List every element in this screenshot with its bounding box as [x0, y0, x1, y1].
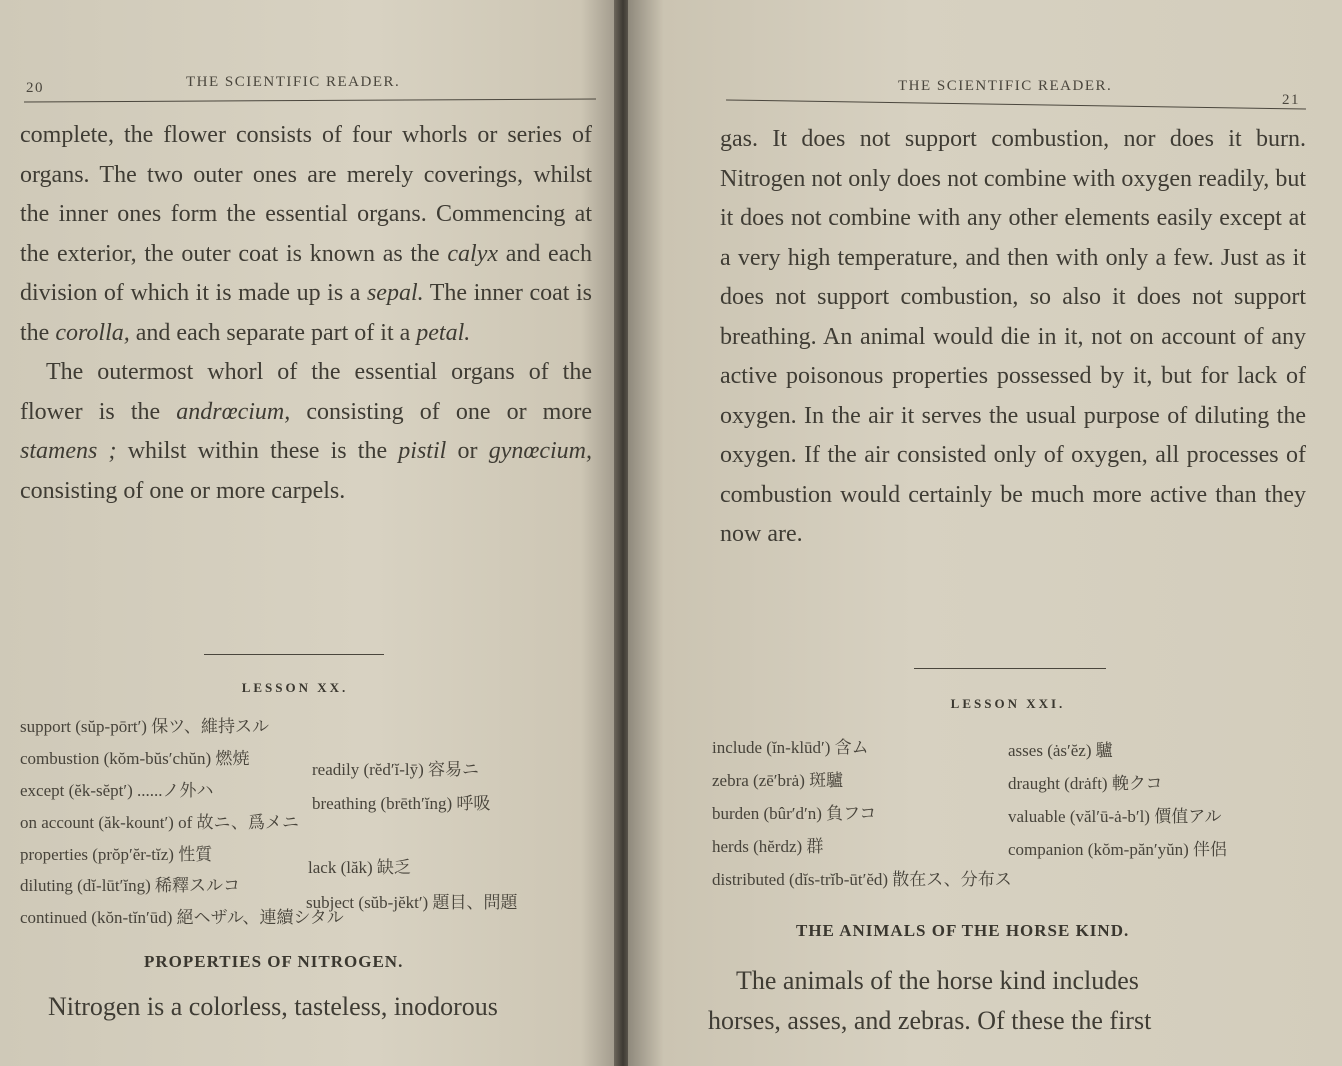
- vocab-entry: distributed (dĭs-trĭb-ūt′ĕd) 散在ス、分布ス: [712, 870, 1012, 889]
- left-page: [0, 0, 618, 1066]
- vocab-entry: asses (ȧs′ĕz) 驢: [1008, 741, 1113, 760]
- vocab-entry: companion (kŏm-păn′yŭn) 伴侶: [1008, 840, 1228, 859]
- vocab-entry: except (ĕk-sĕpt′) ......ノ外ハ: [20, 781, 214, 800]
- paragraph-nitrogen-properties: gas. It does not support combustion, nor does it burn. Nitrogen not only does not combine with oxygen readily, but it does not combine with any other elements easily except at a very high temperature, and then with only a few. Just as it does not support combustion, so also it does not support breathing. An animal would die in it, not on account of any active poisonous properties possessed by it, but for lack of oxygen. In the air it serves the usual purpose of diluting the oxygen. If the air consisted only of oxygen, all processes of combustion would certainly be much more active than they now are.: [720, 126, 1306, 547]
- paragraph-flower-whorls: complete, the flower consists of four whorls or series of organs. The two outer ones are merely coverings, whilst the inner ones form the essential organs. Commencing at the exterior, the outer coat is known as the calyx and each division of which it is made up is a sepal. The inner coat is the corolla, and each separate part of it a petal.: [20, 122, 593, 346]
- vocab-entry: readily (rĕd′ĭ-lȳ) 容易ニ: [312, 760, 480, 779]
- page-number-left: 20: [26, 80, 44, 96]
- page-number-right: 21: [1282, 92, 1300, 108]
- header-rule-left: [24, 99, 596, 103]
- vocab-entry: continued (kŏn-tĭn′ūd) 絕ヘザル、連續シタル: [20, 908, 344, 927]
- section-title-nitrogen: PROPERTIES OF NITROGEN.: [144, 952, 404, 971]
- vocab-entry: combustion (kŏm-bŭs′chŭn) 燃焼: [20, 749, 250, 768]
- vocab-entry: burden (bûr′d′n) 負フコ: [712, 804, 877, 823]
- vocab-entry: valuable (văl′ū-ȧ-b′l) 價值アル: [1008, 807, 1222, 826]
- body-text-right: [720, 120, 1306, 555]
- header-rule-right: [726, 99, 1306, 109]
- body-text-bottom-right-line2: horses, asses, and zebras. Of these the first: [708, 1006, 1152, 1035]
- vocab-entry: lack (lăk) 缺乏: [308, 858, 411, 877]
- running-head-right: THE SCIENTIFIC READER.: [898, 78, 1113, 94]
- lesson-title-right: LESSON XXI.: [950, 696, 1066, 711]
- vocab-entry: breathing (brēth′ĭng) 呼吸: [312, 794, 491, 813]
- vocab-entry: support (sŭp-pōrt′) 保ツ、維持スル: [20, 717, 270, 736]
- body-text-left: [20, 116, 592, 511]
- section-divider-left: [204, 654, 384, 655]
- body-text-bottom-right-line1: The animals of the horse kind includes: [736, 966, 1139, 995]
- vocab-entry: herds (hĕrdz) 群: [712, 837, 824, 856]
- right-page: [628, 0, 1342, 1066]
- lesson-title-left: LESSON XX.: [241, 680, 349, 695]
- vocab-entry: subject (sŭb-jĕkt′) 題目、問題: [306, 893, 518, 912]
- body-text-bottom-left: Nitrogen is a colorless, tasteless, inodorous: [48, 992, 498, 1021]
- paragraph-essential-organs: The outermost whorl of the essential organs of the flower is the andrœcium, consisting of one or more stamens ; whilst within these is the pistil or gynœcium, consisting of one or more carpels.: [20, 359, 592, 504]
- vocab-entry: zebra (zē′brȧ) 斑驢: [712, 771, 844, 790]
- vocab-entry: diluting (dĭ-lūt′ĭng) 稀釋スルコ: [20, 876, 240, 895]
- vocab-entry: on account (ăk-kount′) of 故ニ、爲メニ: [20, 813, 300, 832]
- vocab-entry: include (ĭn-klūd′) 含ム: [712, 738, 869, 757]
- section-title-horse-kind: THE ANIMALS OF THE HORSE KIND.: [796, 921, 1130, 940]
- running-head-left: THE SCIENTIFIC READER.: [186, 74, 401, 90]
- vocab-entry: properties (prŏp′ĕr-tĭz) 性質: [20, 845, 213, 864]
- section-divider-right: [914, 668, 1106, 669]
- vocab-entry: draught (drȧft) 輓クコ: [1008, 774, 1163, 793]
